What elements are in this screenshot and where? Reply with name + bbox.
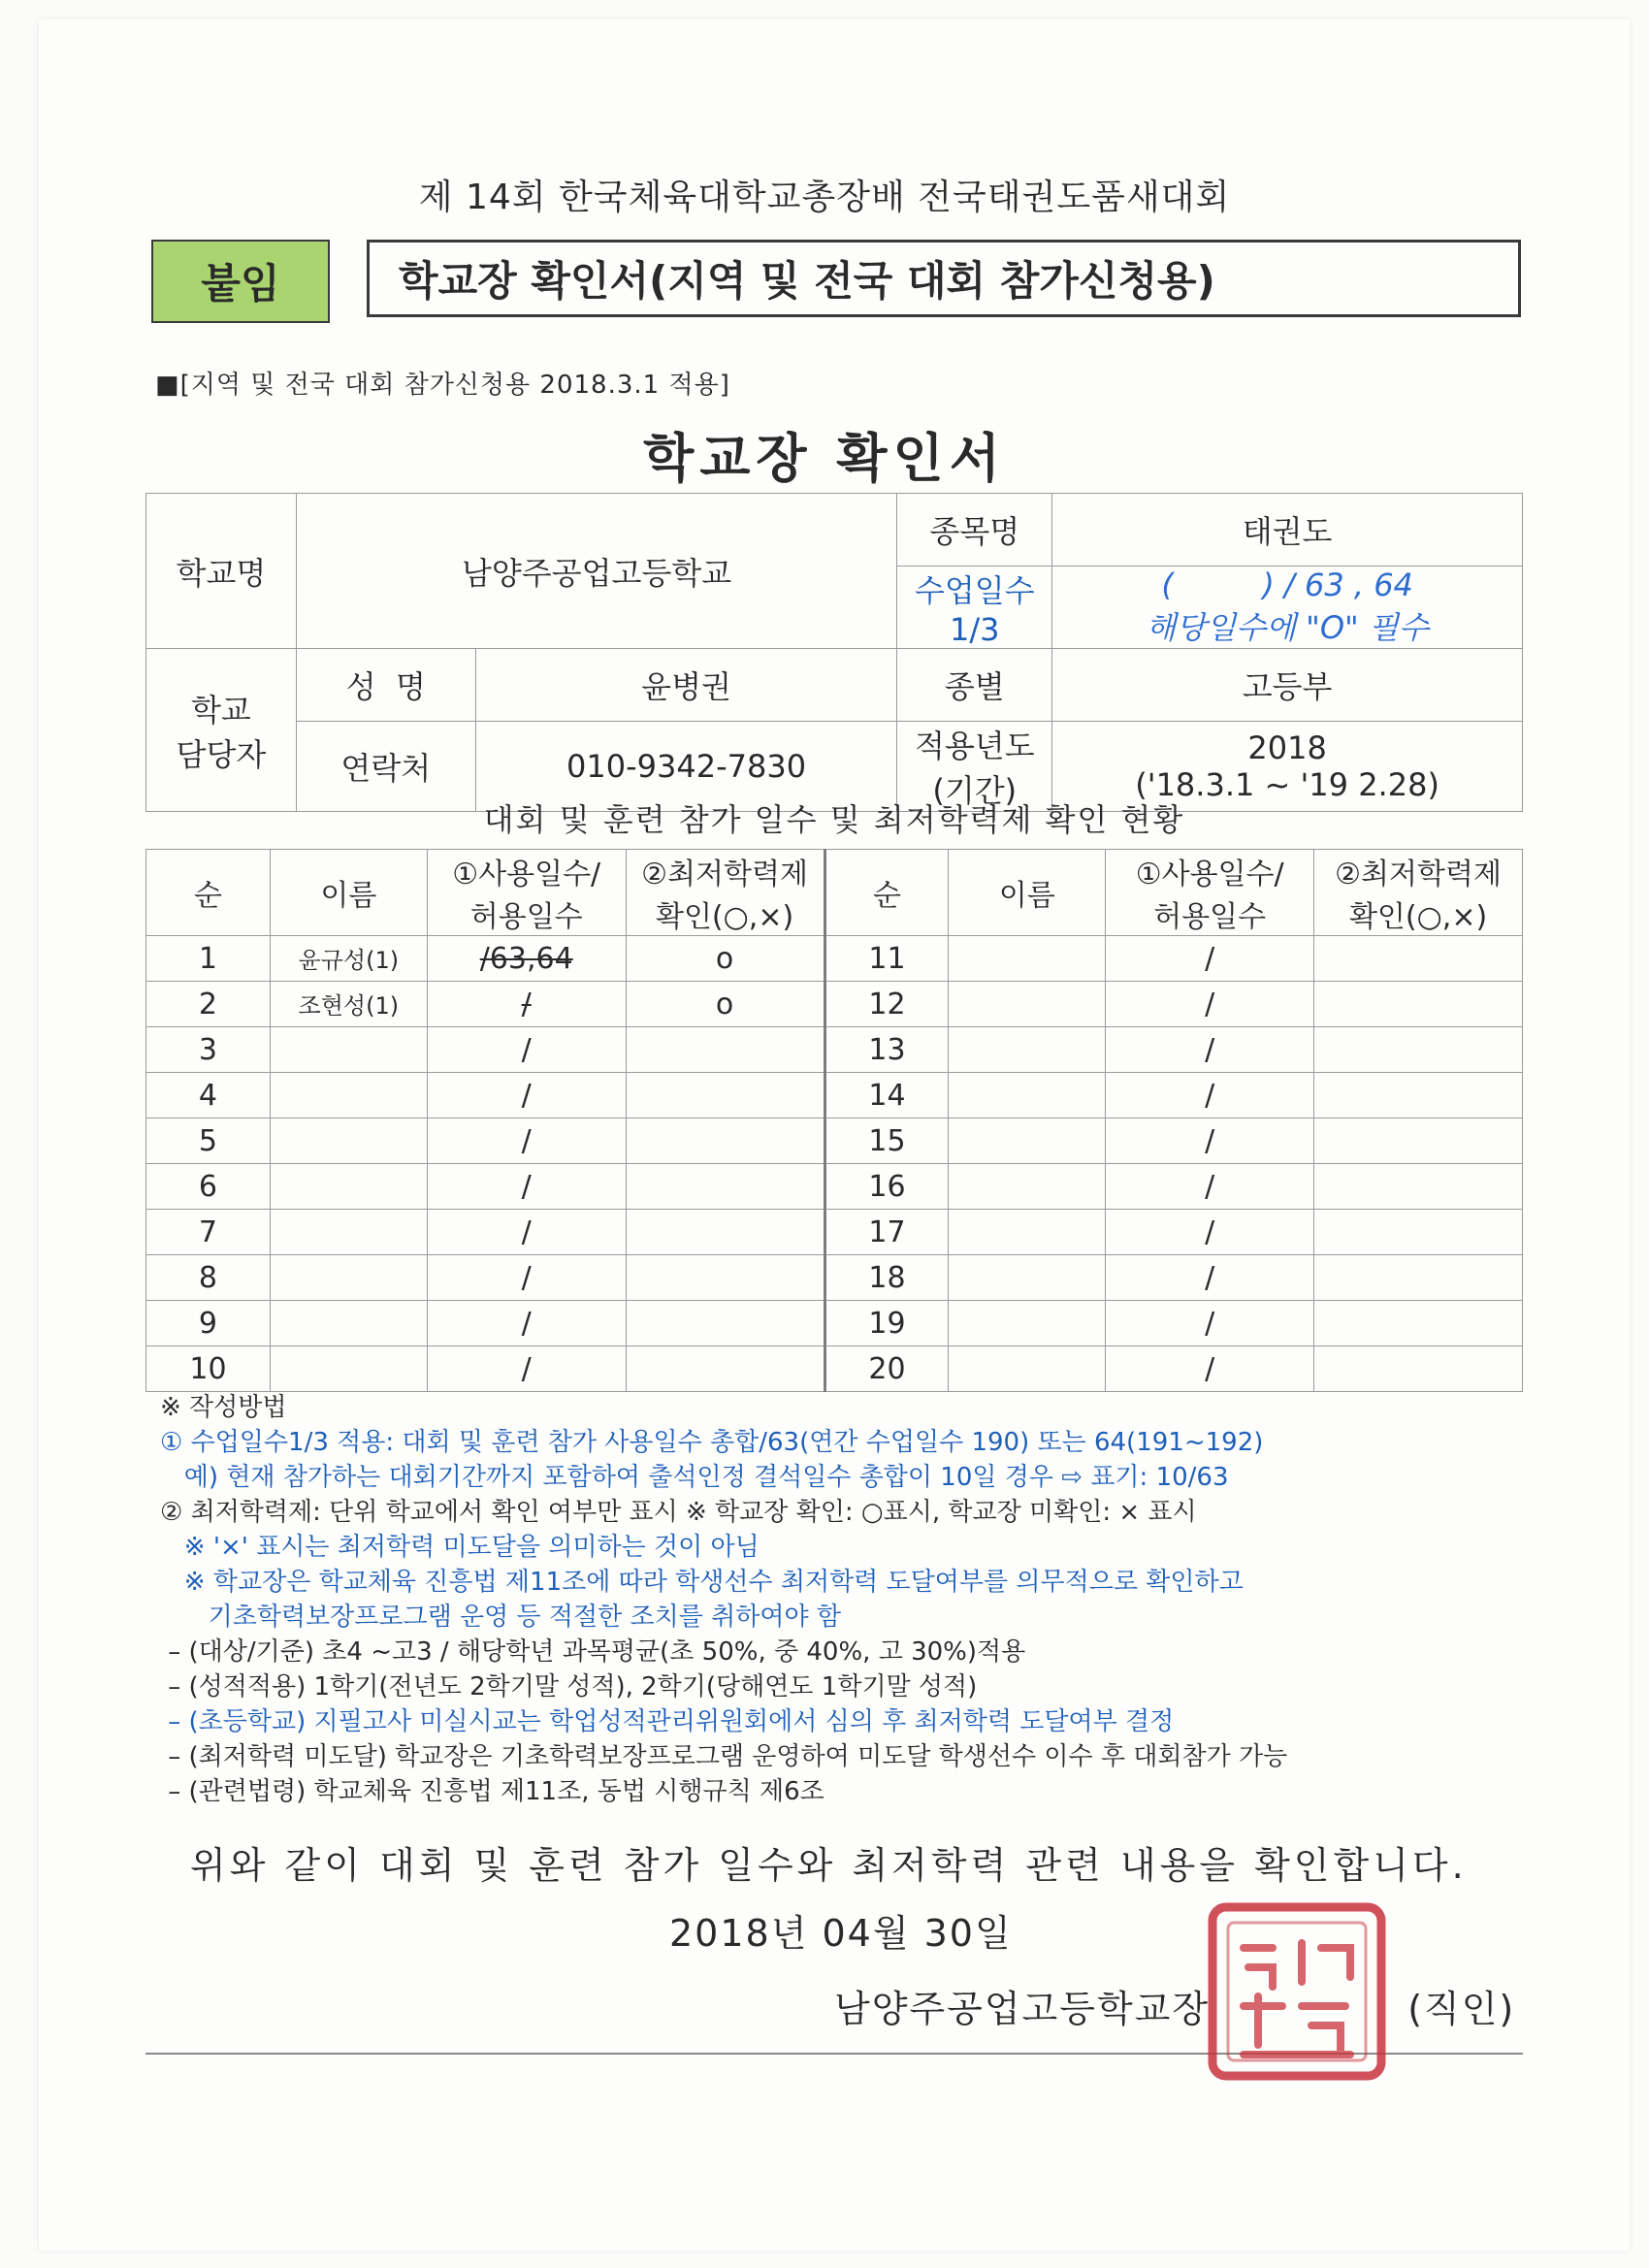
row-no-text: 13 <box>868 1032 906 1067</box>
row-days <box>1106 982 1314 1027</box>
row-no-text: 6 <box>198 1169 217 1204</box>
date-text: 2018년 04월 30일 <box>669 1912 1013 1955</box>
header-days-line2: 허용일수 <box>469 900 583 934</box>
header-days-line1: ①사용일수/ <box>452 858 601 891</box>
row-name <box>949 982 1106 1027</box>
days-value-line2: 해당일수에 "O" 필수 <box>1146 609 1429 646</box>
row-no-text: 10 <box>189 1351 227 1386</box>
row-no-text: 20 <box>868 1351 906 1386</box>
row-no <box>146 1118 271 1164</box>
row-min <box>1314 936 1523 982</box>
row-name <box>949 936 1106 982</box>
row-days-text: / <box>1205 941 1215 976</box>
year-value-line2: ('18.3.1 ~ '19 2.28) <box>1135 766 1439 803</box>
row-min <box>626 1346 824 1392</box>
row-min <box>626 1164 824 1210</box>
note-line: ※ 작성방법 <box>160 1393 287 1422</box>
header-min <box>1314 850 1523 936</box>
row-name <box>270 1210 427 1255</box>
row-no-text: 17 <box>868 1215 906 1249</box>
row-no <box>146 1027 271 1073</box>
row-no <box>824 1073 949 1118</box>
row-days-text: /63,64 <box>479 941 573 976</box>
school-label: 학교명 <box>146 494 297 649</box>
row-days-text: / <box>521 1215 532 1249</box>
days-value <box>1052 567 1523 649</box>
contact-label: 연락처 <box>296 722 475 812</box>
main-title: 학교장 확인서 <box>643 428 1006 489</box>
row-name <box>949 1255 1106 1301</box>
table-row <box>146 982 1523 1027</box>
row-no <box>146 1301 271 1346</box>
row-days-text: / <box>1205 987 1215 1021</box>
row-days <box>427 1210 626 1255</box>
row-name <box>270 1301 427 1346</box>
row-days <box>427 1027 626 1073</box>
row-no <box>146 1255 271 1301</box>
table-row <box>146 1027 1523 1073</box>
header-name: 이름 <box>270 850 427 936</box>
school-value: 남양주공업고등학교 <box>296 494 896 649</box>
row-no-text: 16 <box>868 1169 906 1204</box>
year-value-line1: 2018 <box>1247 729 1327 766</box>
row-no <box>146 1210 271 1255</box>
row-days <box>427 936 626 982</box>
row-no <box>824 936 949 982</box>
row-days-text: / <box>1205 1123 1215 1158</box>
header-min-line1: ②최저학력제 <box>641 858 808 891</box>
note-line: ※ 학교장은 학교체육 진흥법 제11조에 따라 학생선수 최저학력 도달여부를 의무적으로 확인하고 <box>160 1568 1244 1597</box>
row-days-text: / <box>1205 1032 1215 1067</box>
note-line: ② 최저학력제: 단위 학교에서 확인 여부만 표시 ※ 학교장 확인: ○표시, 학교장 미확인: × 표시 <box>160 1498 1197 1527</box>
notes-block <box>160 1390 1537 1809</box>
table-row <box>146 936 1523 982</box>
row-name <box>949 1164 1106 1210</box>
row-no <box>824 982 949 1027</box>
row-days-text: / <box>521 1306 532 1341</box>
year-label-line2: (기간) <box>932 772 1018 809</box>
row-min <box>626 1301 824 1346</box>
table-row <box>146 1301 1523 1346</box>
header-days-line2: 허용일수 <box>1153 900 1267 934</box>
division-value: 고등부 <box>1052 649 1523 722</box>
note-line: 기초학력보장프로그램 운영 등 적절한 조치를 취하여야 함 <box>160 1603 841 1632</box>
official-seal-stamp <box>1205 1899 1389 2084</box>
row-name <box>270 1073 427 1118</box>
row-name <box>949 1073 1106 1118</box>
signer <box>834 1979 1515 2032</box>
roster-body <box>146 936 1523 1392</box>
manager-label-line2: 담당자 <box>176 735 267 773</box>
manager-label-line1: 학교 <box>191 691 251 729</box>
days-label <box>897 567 1052 649</box>
table-row <box>146 1118 1523 1164</box>
header-days-line1: ①사용일수/ <box>1135 858 1284 891</box>
row-name-text: 조현성(1) <box>298 992 400 1020</box>
row-no <box>824 1118 949 1164</box>
sport-value: 태권도 <box>1052 494 1523 567</box>
row-days <box>427 1164 626 1210</box>
row-no-text: 12 <box>868 987 906 1021</box>
row-min <box>626 1073 824 1118</box>
header-name: 이름 <box>949 850 1106 936</box>
row-min-text: o <box>715 987 734 1021</box>
table-row <box>146 1346 1523 1392</box>
info-table <box>146 493 1523 812</box>
row-no-text: 9 <box>198 1306 217 1341</box>
note-line: ① 수업일수1/3 적용: 대회 및 훈련 참가 사용일수 총합/63(연간 수업일수 190) 또는 64(191~192) <box>160 1428 1264 1457</box>
row-name <box>949 1118 1106 1164</box>
row-days <box>1106 1027 1314 1073</box>
header-no: 순 <box>146 850 271 936</box>
row-no-text: 4 <box>198 1078 217 1113</box>
row-no <box>824 1027 949 1073</box>
row-no-text: 11 <box>868 941 906 976</box>
row-days <box>1106 1164 1314 1210</box>
contact-value: 010-9342-7830 <box>475 722 897 812</box>
row-no-text: 3 <box>198 1032 217 1067</box>
row-days <box>427 1255 626 1301</box>
row-days <box>1106 936 1314 982</box>
header-min-line1: ②최저학력제 <box>1335 858 1502 891</box>
row-days-text: / <box>521 1351 532 1386</box>
name-value: 윤병권 <box>475 649 897 722</box>
row-days-text: / <box>1205 1078 1215 1113</box>
row-days <box>427 1301 626 1346</box>
row-min <box>626 1027 824 1073</box>
note-line: 예) 현재 참가하는 대회기간까지 포함하여 출석인정 결석일수 총합이 10일 경우 ⇨ 표기: 10/63 <box>160 1463 1229 1492</box>
row-no <box>146 1346 271 1392</box>
row-days-text: / <box>521 987 532 1021</box>
row-no-text: 7 <box>198 1215 217 1249</box>
row-days <box>1106 1255 1314 1301</box>
note-line: – (대상/기준) 초4 ~고3 / 해당학년 과목평균(초 50%, 중 40%, 고 30%)적용 <box>160 1637 1026 1667</box>
signer-name: 남양주공업고등학교장 <box>834 1988 1211 2030</box>
row-no <box>146 1164 271 1210</box>
table-row <box>146 1073 1523 1118</box>
header-min-line2: 확인(○,×) <box>655 900 794 934</box>
row-min <box>1314 982 1523 1027</box>
row-name <box>270 936 427 982</box>
division-label: 종별 <box>897 649 1052 722</box>
row-days-text: / <box>521 1032 532 1067</box>
row-days <box>427 1073 626 1118</box>
row-name <box>949 1301 1106 1346</box>
row-min <box>626 1118 824 1164</box>
subnote: ■[지역 및 전국 대회 참가신청용 2018.3.1 적용] <box>155 371 730 400</box>
row-no <box>146 1073 271 1118</box>
row-name <box>949 1346 1106 1392</box>
row-name <box>949 1210 1106 1255</box>
note-line: – (초등학교) 지필고사 미실시교는 학업성적관리위원회에서 심의 후 최저학력 도달여부 결정 <box>160 1707 1175 1736</box>
event-title: 제 14회 한국체육대학교총장배 전국태권도품새대회 <box>418 178 1231 217</box>
row-days-text: / <box>1205 1215 1215 1249</box>
row-name <box>270 1164 427 1210</box>
row-name <box>270 982 427 1027</box>
row-no-text: 2 <box>198 987 217 1021</box>
row-no <box>824 1301 949 1346</box>
row-days <box>1106 1301 1314 1346</box>
row-days-text: / <box>1205 1260 1215 1295</box>
table-row <box>146 1164 1523 1210</box>
row-no <box>824 1164 949 1210</box>
row-min <box>1314 1346 1523 1392</box>
row-min <box>1314 1118 1523 1164</box>
row-name <box>270 1255 427 1301</box>
row-days <box>1106 1073 1314 1118</box>
header-min-line2: 확인(○,×) <box>1348 900 1488 934</box>
row-no <box>824 1210 949 1255</box>
header-min <box>626 850 824 936</box>
row-name <box>270 1346 427 1392</box>
row-no-text: 15 <box>868 1123 906 1158</box>
section-title: 대회 및 훈련 참가 일수 및 최저학력제 확인 현황 <box>483 801 1185 838</box>
note-line: ※ '×' 표시는 최저학력 미도달을 의미하는 것이 아님 <box>160 1533 760 1562</box>
row-min <box>1314 1210 1523 1255</box>
manager-label <box>146 649 297 812</box>
note-line: – (관련법령) 학교체육 진흥법 제11조, 동법 시행규칙 제6조 <box>160 1777 824 1806</box>
header-title: 학교장 확인서(지역 및 전국 대회 참가신청용) <box>367 240 1521 317</box>
row-days-text: / <box>1205 1306 1215 1341</box>
row-days <box>1106 1210 1314 1255</box>
row-no <box>824 1346 949 1392</box>
row-days <box>427 1118 626 1164</box>
row-days-text: / <box>521 1123 532 1158</box>
row-days <box>1106 1346 1314 1392</box>
row-no-text: 19 <box>868 1306 906 1341</box>
row-min <box>1314 1255 1523 1301</box>
row-days <box>427 982 626 1027</box>
row-name <box>949 1027 1106 1073</box>
days-label-line1: 수업일수 <box>914 572 1035 609</box>
row-days-text: / <box>521 1169 532 1204</box>
header-days <box>1106 850 1314 936</box>
row-no-text: 8 <box>198 1260 217 1295</box>
row-days-text: / <box>1205 1169 1215 1204</box>
row-days-text: / <box>521 1078 532 1113</box>
row-min <box>1314 1073 1523 1118</box>
row-no <box>824 1255 949 1301</box>
row-no-text: 18 <box>868 1260 906 1295</box>
row-no <box>146 936 271 982</box>
days-label-line2: 1/3 <box>950 611 1000 648</box>
name-label: 성 명 <box>296 649 475 722</box>
sport-label: 종목명 <box>897 494 1052 567</box>
row-no-text: 5 <box>198 1123 217 1158</box>
header-no: 순 <box>824 850 949 936</box>
note-line: – (성적적용) 1학기(전년도 2학기말 성적), 2학기(당해연도 1학기말 성적) <box>160 1672 978 1701</box>
row-name <box>270 1027 427 1073</box>
row-min <box>626 982 824 1027</box>
row-days-text: / <box>521 1260 532 1295</box>
header-days <box>427 850 626 936</box>
row-days <box>1106 1118 1314 1164</box>
signer-suffix: (직인) <box>1407 1988 1516 2030</box>
row-min <box>1314 1164 1523 1210</box>
table-row <box>146 1210 1523 1255</box>
table-row <box>146 1255 1523 1301</box>
row-name <box>270 1118 427 1164</box>
year-label-line1: 적용년도 <box>914 728 1035 764</box>
roster-table <box>146 849 1523 1392</box>
row-min <box>626 1210 824 1255</box>
row-min <box>626 1255 824 1301</box>
row-min <box>626 936 824 982</box>
note-line: – (최저학력 미도달) 학교장은 기초학력보장프로그램 운영하여 미도달 학생선수 이수 후 대회참가 가능 <box>160 1742 1288 1771</box>
row-no-text: 1 <box>198 941 217 976</box>
row-min-text: o <box>715 941 734 976</box>
row-name-text: 윤규성(1) <box>298 947 400 974</box>
attachment-badge: 붙임 <box>151 240 330 323</box>
row-min <box>1314 1301 1523 1346</box>
confirm-text: 위와 같이 대회 및 훈련 참가 일수와 최저학력 관련 내용을 확인합니다. <box>190 1844 1468 1887</box>
row-days-text: / <box>1205 1351 1215 1386</box>
days-value-line1: ( ) / 63 , 64 <box>1161 567 1413 603</box>
row-days <box>427 1346 626 1392</box>
row-no <box>146 982 271 1027</box>
row-min <box>1314 1027 1523 1073</box>
row-no-text: 14 <box>868 1078 906 1113</box>
